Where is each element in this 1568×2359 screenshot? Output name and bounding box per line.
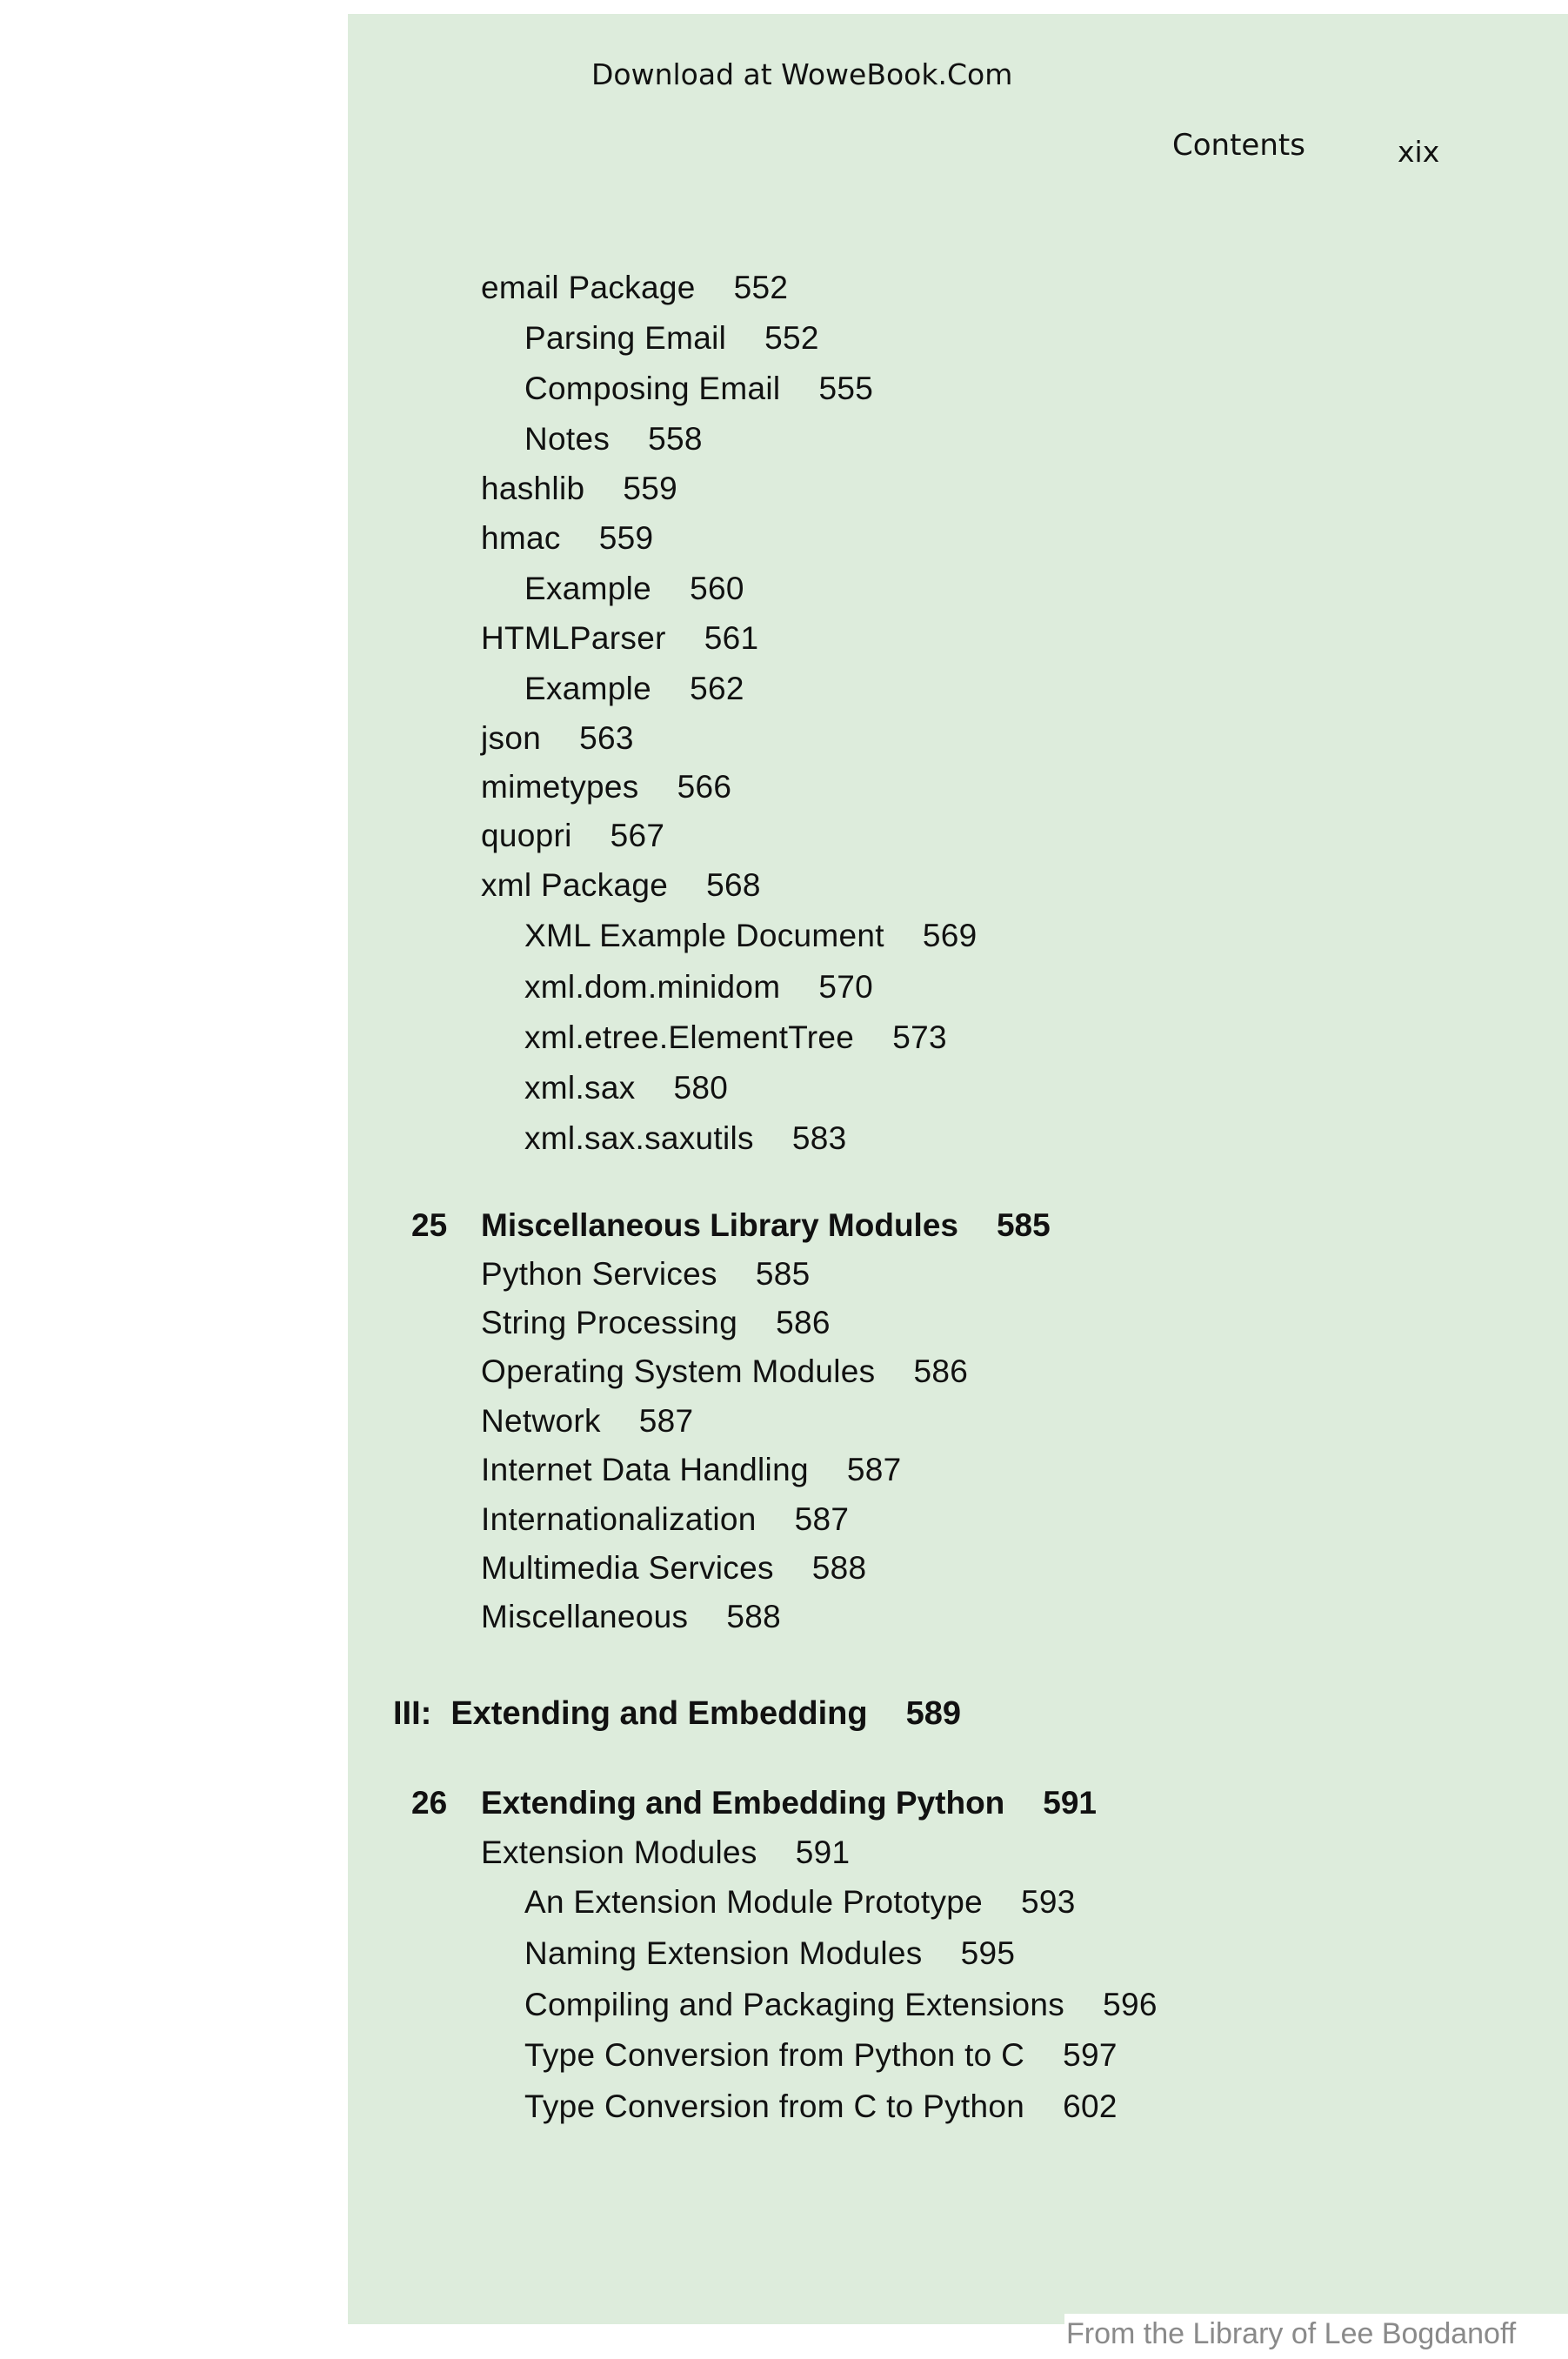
toc-page: 570 (818, 969, 874, 1005)
toc-page: 602 (1063, 2088, 1118, 2124)
toc-label: xml.etree.ElementTree (524, 1019, 855, 1055)
toc-subentry (524, 1886, 1076, 1918)
toc-page: 587 (794, 1501, 850, 1537)
toc-label: Multimedia Services (481, 1550, 774, 1586)
toc-subentry (524, 572, 744, 605)
toc-label: email Package (481, 270, 696, 305)
toc-page: 559 (598, 520, 654, 556)
toc-entry (481, 722, 634, 754)
toc-page: 562 (690, 671, 744, 706)
toc-subentry (524, 1021, 947, 1053)
toc-label: Internet Data Handling (481, 1452, 809, 1487)
chapter-page: 585 (996, 1207, 1051, 1243)
toc-label: quopri (481, 818, 572, 853)
toc-page: 586 (776, 1305, 831, 1340)
toc-label: Miscellaneous (481, 1599, 689, 1634)
toc-label: json (481, 720, 542, 756)
toc-label: Internationalization (481, 1501, 757, 1537)
toc-subentry (524, 919, 977, 952)
toc-page: 588 (811, 1550, 867, 1586)
toc-page: 569 (922, 918, 977, 953)
toc-page: 585 (755, 1256, 811, 1292)
toc-label: Compiling and Packaging Extensions (524, 1987, 1065, 2022)
toc-label: hmac (481, 520, 561, 556)
chapter-number: 26 (411, 1785, 448, 1821)
page-number: xix (1398, 135, 1440, 169)
toc-page: 597 (1063, 2037, 1118, 2073)
toc-subentry (524, 1072, 728, 1104)
toc-entry (481, 522, 653, 554)
chapter-title: Miscellaneous Library Modules (481, 1207, 958, 1243)
toc-entry (481, 1552, 866, 1584)
toc-entry (481, 271, 788, 304)
toc-page: 568 (706, 867, 761, 903)
toc-subentry (524, 2039, 1118, 2071)
toc-page: 552 (733, 270, 789, 305)
toc-label: Naming Extension Modules (524, 1935, 923, 1971)
toc-page: 587 (638, 1403, 694, 1439)
toc-entry (481, 1306, 831, 1339)
chapter-page: 591 (1043, 1785, 1098, 1821)
toc-label: String Processing (481, 1305, 738, 1340)
toc-subentry (524, 1122, 847, 1154)
toc-page: 593 (1021, 1884, 1076, 1920)
toc-page: 583 (791, 1120, 847, 1156)
toc-label: xml Package (481, 867, 669, 903)
toc-subentry (524, 372, 873, 404)
part-number: III: (393, 1695, 432, 1732)
toc-subentry (524, 971, 873, 1003)
chapter-title: Extending and Embedding Python (481, 1785, 1005, 1821)
toc-label: An Extension Module Prototype (524, 1884, 984, 1920)
toc-entry (481, 819, 664, 852)
toc-label: xml.dom.minidom (524, 969, 781, 1005)
toc-entry (481, 622, 758, 654)
toc-subentry (524, 2090, 1118, 2122)
toc-page: 560 (690, 571, 744, 606)
toc-label: Type Conversion from C to Python (524, 2088, 1025, 2124)
toc-label: Type Conversion from Python to C (524, 2037, 1025, 2073)
toc-label: Network (481, 1403, 601, 1439)
toc-label: Notes (524, 421, 611, 457)
library-watermark-text: From the Library of Lee Bogdanoff (1066, 2317, 1517, 2350)
toc-entry (481, 1258, 811, 1290)
toc-subentry (524, 423, 703, 455)
toc-subentry (524, 322, 819, 354)
toc-entry (481, 1601, 781, 1633)
toc-page: 561 (704, 620, 759, 656)
toc-label: Python Services (481, 1256, 717, 1292)
toc-label: Operating System Modules (481, 1353, 876, 1389)
chapter-number: 25 (411, 1207, 448, 1243)
toc-label: Composing Email (524, 371, 781, 406)
toc-label: xml.sax.saxutils (524, 1120, 754, 1156)
toc-page: 552 (764, 320, 819, 356)
toc-page: 558 (648, 421, 703, 457)
toc-entry (481, 1836, 850, 1868)
part-title: Extending and Embedding (450, 1695, 868, 1732)
toc-page: 566 (677, 769, 732, 805)
toc-page: 580 (673, 1070, 729, 1106)
page-background (348, 14, 1568, 2324)
part-page: 589 (905, 1695, 961, 1732)
toc-label: Parsing Email (524, 320, 727, 356)
toc-entry (481, 1405, 693, 1437)
toc-page: 586 (913, 1353, 969, 1389)
toc-page: 591 (795, 1834, 851, 1870)
toc-page: 555 (818, 371, 874, 406)
toc-label: xml.sax (524, 1070, 636, 1106)
toc-entry (481, 1503, 849, 1535)
footer-watermark (1064, 2314, 1568, 2359)
toc-label: HTMLParser (481, 620, 666, 656)
toc-page: 595 (960, 1935, 1016, 1971)
toc-subentry (524, 1937, 1015, 1969)
toc-page: 559 (623, 471, 677, 506)
toc-subentry (524, 1988, 1158, 2021)
toc-entry (481, 771, 731, 803)
toc-label: hashlib (481, 471, 585, 506)
toc-entry (481, 472, 677, 505)
toc-page: 573 (892, 1019, 947, 1055)
chapter-heading (411, 1209, 1194, 1244)
toc-label: XML Example Document (524, 918, 884, 953)
part-heading (393, 1697, 961, 1730)
toc-label: mimetypes (481, 769, 639, 805)
download-banner: Download at WoweBook.Com (591, 57, 1013, 91)
toc-page: 587 (846, 1452, 902, 1487)
toc-subentry (524, 672, 744, 705)
toc-label: Extension Modules (481, 1834, 757, 1870)
toc-page: 563 (579, 720, 634, 756)
toc-page: 588 (726, 1599, 781, 1634)
running-header: Contents (1172, 128, 1305, 163)
toc-entry (481, 1355, 968, 1387)
toc-entry (481, 1453, 901, 1486)
chapter-heading (411, 1787, 1281, 1821)
toc-page: 567 (610, 818, 665, 853)
toc-label: Example (524, 671, 652, 706)
toc-label: Example (524, 571, 652, 606)
toc-entry (481, 869, 761, 901)
toc-page: 596 (1103, 1987, 1158, 2022)
